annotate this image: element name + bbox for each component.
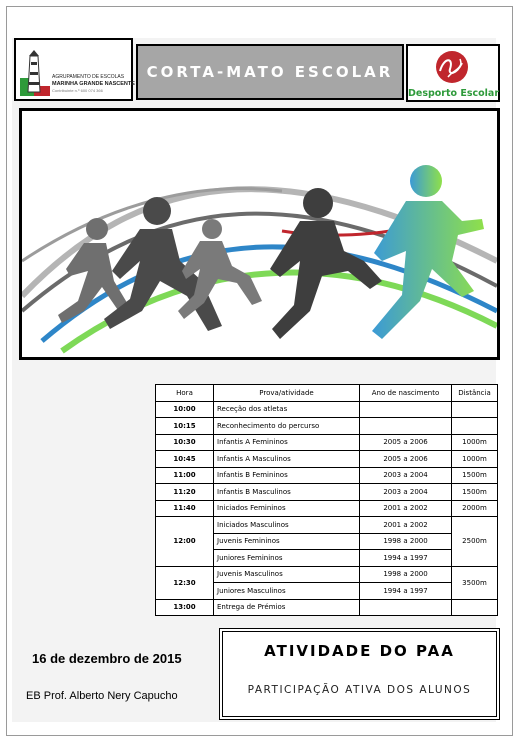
cell-distancia: 1500m: [452, 484, 498, 501]
table-row: [156, 451, 498, 468]
desporto-escolar-logo: [406, 44, 500, 102]
cell-ano: 2001 a 2002: [360, 517, 452, 534]
cell-prova: Juvenis Masculinos: [214, 566, 360, 583]
table-row: [156, 434, 498, 451]
school-name: EB Prof. Alberto Nery Capucho: [26, 690, 178, 702]
cell-hora: 13:00: [156, 599, 214, 616]
table-header-row: [156, 385, 498, 402]
cell-ano: 2001 a 2002: [360, 500, 452, 517]
event-title-bar: [136, 44, 404, 100]
cell-hora: 10:45: [156, 451, 214, 468]
cell-distancia: 2000m: [452, 500, 498, 517]
logo-line-2: MARINHA GRANDE NASCENTE: [52, 81, 135, 87]
col-header-prova: Prova/atividade: [214, 385, 360, 402]
table-row: [156, 418, 498, 435]
col-header-ano: Ano de nascimento: [360, 385, 452, 402]
table-row: [156, 500, 498, 517]
cell-prova: Infantis B Femininos: [214, 467, 360, 484]
cell-distancia: [452, 418, 498, 435]
cell-hora: 10:00: [156, 401, 214, 418]
cell-hora: 12:30: [156, 566, 214, 599]
cell-hora: 11:20: [156, 484, 214, 501]
cell-ano: 2005 a 2006: [360, 434, 452, 451]
cell-prova: Infantis B Masculinos: [214, 484, 360, 501]
cell-prova: Infantis A Femininos: [214, 434, 360, 451]
logo-line-1: AGRUPAMENTO DE ESCOLAS: [52, 74, 125, 80]
paa-title: ATIVIDADE DO PAA: [264, 642, 455, 660]
cell-hora: 12:00: [156, 517, 214, 567]
runners-illustration: [19, 108, 500, 360]
cell-ano: 1994 a 1997: [360, 550, 452, 567]
event-date: 16 de dezembro de 2015: [32, 651, 182, 666]
table-row: [156, 599, 498, 616]
desporto-escolar-label: Desporto Escolar: [408, 88, 500, 99]
table-row: [156, 467, 498, 484]
paa-subtitle: PARTICIPAÇÃO ATIVA DOS ALUNOS: [247, 684, 472, 696]
school-logo: [14, 38, 133, 101]
de-ball-icon: [434, 49, 470, 85]
cell-prova: Entrega de Prémios: [214, 599, 360, 616]
col-header-distancia: Distância: [452, 385, 498, 402]
cell-distancia: 1000m: [452, 434, 498, 451]
cell-prova: Juvenis Femininos: [214, 533, 360, 550]
cell-prova: Juniores Femininos: [214, 550, 360, 567]
table-row: [156, 484, 498, 501]
cell-hora: 11:00: [156, 467, 214, 484]
cell-prova: Infantis A Masculinos: [214, 451, 360, 468]
cell-ano: [360, 418, 452, 435]
cell-hora: 10:15: [156, 418, 214, 435]
table-row: [156, 566, 498, 583]
cell-prova: Iniciados Femininos: [214, 500, 360, 517]
runners-graphic: [22, 111, 497, 357]
logo-line-3: Contribuinte n.º 600 074 366: [52, 88, 103, 93]
schedule-table: [155, 384, 498, 616]
cell-prova: Receção dos atletas: [214, 401, 360, 418]
cell-distancia: [452, 401, 498, 418]
cell-prova: Iniciados Masculinos: [214, 517, 360, 534]
event-title: CORTA-MATO ESCOLAR: [146, 63, 394, 81]
cell-ano: 1998 a 2000: [360, 566, 452, 583]
cell-ano: [360, 401, 452, 418]
cell-ano: 1994 a 1997: [360, 583, 452, 600]
cell-hora: 10:30: [156, 434, 214, 451]
cell-ano: 1998 a 2000: [360, 533, 452, 550]
cell-prova: Reconhecimento do percurso: [214, 418, 360, 435]
table-row: [156, 517, 498, 534]
cell-distancia: 1500m: [452, 467, 498, 484]
col-header-hora: Hora: [156, 385, 214, 402]
cell-prova: Juniores Masculinos: [214, 583, 360, 600]
lighthouse-icon: [20, 48, 50, 96]
cell-ano: 2005 a 2006: [360, 451, 452, 468]
paa-box: [219, 628, 500, 720]
cell-hora: 11:40: [156, 500, 214, 517]
cell-ano: 2003 a 2004: [360, 467, 452, 484]
cell-ano: [360, 599, 452, 616]
cell-distancia: 1000m: [452, 451, 498, 468]
cell-ano: 2003 a 2004: [360, 484, 452, 501]
cell-distancia: 3500m: [452, 566, 498, 599]
cell-distancia: [452, 599, 498, 616]
cell-distancia: 2500m: [452, 517, 498, 567]
table-row: [156, 401, 498, 418]
